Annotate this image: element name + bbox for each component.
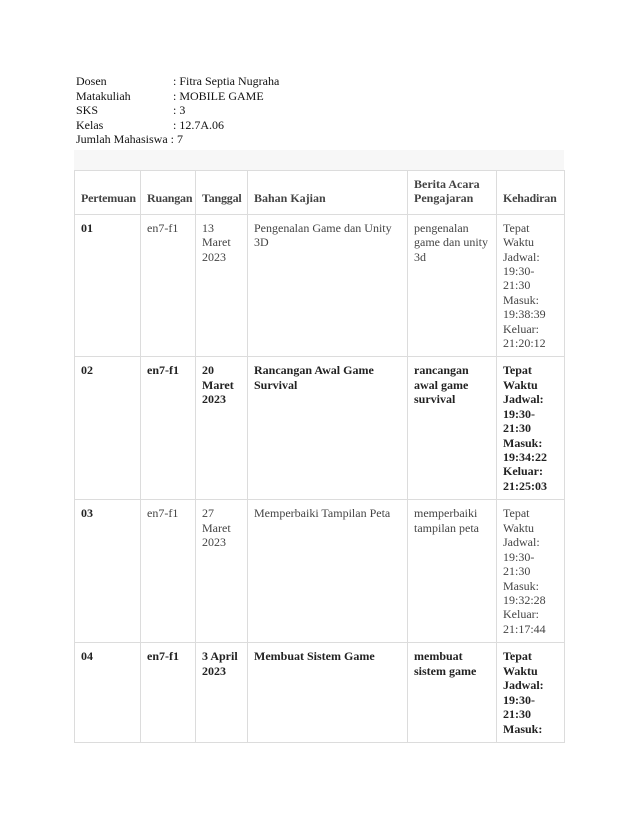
table-header-row [75, 171, 565, 215]
meeting-table [74, 170, 565, 743]
cell-berita-acara: memperbaiki tampilan peta [408, 500, 497, 643]
kelas-value: : 12.7A.06 [173, 117, 224, 132]
cell-tanggal: 13 Maret 2023 [196, 214, 248, 357]
header-bahan-kajian: Bahan Kajian [248, 171, 408, 215]
info-row-sks [76, 103, 279, 118]
header-ruangan: Ruangan [141, 171, 196, 215]
cell-pertemuan: 01 [75, 214, 141, 357]
info-row-kelas [76, 118, 279, 133]
cell-ruangan: en7-f1 [141, 357, 196, 500]
info-row-matakuliah [76, 89, 279, 104]
jumlah-value: : 7 [170, 132, 183, 147]
table-row [75, 214, 565, 357]
matakuliah-value: : MOBILE GAME [173, 88, 264, 103]
cell-bahan-kajian: Membuat Sistem Game [248, 643, 408, 743]
dosen-value: : Fitra Septia Nugraha [173, 74, 280, 88]
cell-ruangan: en7-f1 [141, 500, 196, 643]
divider-band [74, 150, 564, 170]
table-row [75, 643, 565, 743]
cell-kehadiran: Tepat Waktu Jadwal: 19:30-21:30 Masuk: [497, 643, 565, 743]
table-row [75, 357, 565, 500]
cell-bahan-kajian: Rancangan Awal Game Survival [248, 357, 408, 500]
cell-tanggal: 20 Maret 2023 [196, 357, 248, 500]
header-kehadiran: Kehadiran [497, 171, 565, 215]
cell-ruangan: en7-f1 [141, 214, 196, 357]
matakuliah-label: Matakuliah [76, 88, 131, 103]
info-row-jumlah [76, 132, 279, 147]
cell-berita-acara: pengenalan game dan unity 3d [408, 214, 497, 357]
info-row-dosen [76, 74, 279, 89]
cell-kehadiran: Tepat Waktu Jadwal: 19:30-21:30 Masuk: 19:34:22 Keluar: 21:25:03 [497, 357, 565, 500]
cell-tanggal: 27 Maret 2023 [196, 500, 248, 643]
cell-kehadiran: Tepat Waktu Jadwal: 19:30-21:30 Masuk: 19:32:28 Keluar: 21:17:44 [497, 500, 565, 643]
sks-label: SKS [76, 103, 99, 118]
cell-kehadiran: Tepat Waktu Jadwal: 19:30-21:30 Masuk: 19:38:39 Keluar: 21:20:12 [497, 214, 565, 357]
header-tanggal: Tanggal [196, 171, 248, 215]
cell-berita-acara: membuat sistem game [408, 643, 497, 743]
jumlah-label: Jumlah Mahasiswa [76, 132, 168, 147]
cell-ruangan: en7-f1 [141, 643, 196, 743]
header-pertemuan: Pertemuan [75, 171, 141, 215]
cell-bahan-kajian: Pengenalan Game dan Unity 3D [248, 214, 408, 357]
cell-pertemuan: 04 [75, 643, 141, 743]
course-info [76, 74, 279, 147]
sks-value: : 3 [173, 103, 186, 118]
cell-pertemuan: 02 [75, 357, 141, 500]
cell-berita-acara: rancangan awal game survival [408, 357, 497, 500]
kelas-label: Kelas [76, 117, 104, 132]
cell-pertemuan: 03 [75, 500, 141, 643]
cell-bahan-kajian: Memperbaiki Tampilan Peta [248, 500, 408, 643]
dosen-label: Dosen [76, 74, 107, 88]
table-row [75, 500, 565, 643]
cell-tanggal: 3 April 2023 [196, 643, 248, 743]
header-berita-acara: Berita Acara Pengajaran [408, 171, 497, 215]
